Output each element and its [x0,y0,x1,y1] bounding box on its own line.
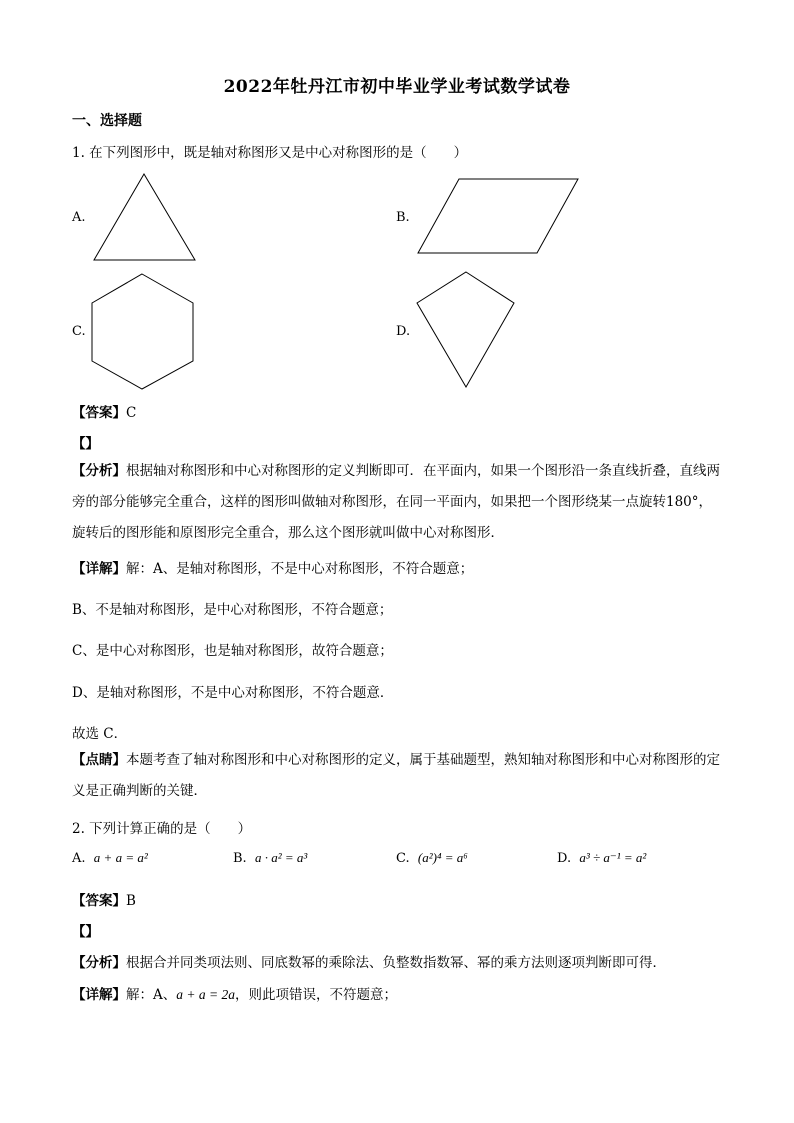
page-title: 2022年牡丹江市初中毕业学业考试数学试卷 [223,77,571,97]
q2-option-b-expr: a · a² = a³ [254,850,308,865]
q1-detail-line-1 [72,557,473,577]
q1-option-d-label: D. [396,324,411,339]
q2-option-d-expr: a³ ÷ a⁻¹ = a² [579,850,647,865]
detail-expr: a + a = 2a [176,987,235,1002]
q1-choose: 故选 C． [72,726,128,742]
analysis-text: 根据合并同类项法则、同底数幂的乘除法、负整数指数幂、幂的乘方法则逐项判断即可得． [126,955,666,971]
q2-option-a-expr: a + a = a² [93,850,148,865]
q2-option-c [396,850,468,866]
section-heading: 一、选择题 [72,113,142,129]
q1-analysis [72,456,722,549]
empty-bracket-tag: 【】 [72,436,99,452]
q2-answer [72,889,136,909]
answer-value: B [126,893,136,909]
q2-option-d [557,850,646,866]
kite-figure [416,271,516,389]
q2-option-a [72,850,148,866]
q1-option-a-label: A. [72,210,86,225]
answer-value: C [126,405,137,421]
q2-detail [72,983,397,1003]
analysis-text: 根据轴对称图形和中心对称图形的定义判断即可．在平面内，如果一个图形沿一条直线折叠，直线两旁的部分能够完全重合，这样的图形叫做轴对称图形，在同一平面内，如果把一个图形绕某一点旋转180°，旋转后的图形能和原图形完全重合，那么这个图形就叫做中心对称图形． [72,463,720,541]
q1-comment [72,745,722,807]
hexagon-figure [91,273,195,391]
q1-detail-line-3: C、是中心对称图形，也是轴对称图形，故符合题意； [72,643,393,659]
parallelogram-figure [417,178,579,254]
detail-text: 解：A、是轴对称图形，不是中心对称图形，不符合题意； [126,561,474,577]
q1-detail-line-4: D、是轴对称图形，不是中心对称图形，不符合题意． [72,685,394,701]
q2-stem: 2. 下列计算正确的是（ ） [72,821,252,837]
q2-analysis [72,951,666,971]
q2-option-a-label: A. [72,851,86,866]
q1-option-c-label: C. [72,324,86,339]
analysis-tag: 【分析】 [72,463,126,479]
detail-prefix: 解：A、 [126,987,177,1003]
q2-option-b-label: B. [233,851,247,866]
answer-tag: 【答案】 [72,893,126,909]
q1-option-b-label: B. [396,210,410,225]
comment-tag: 【点睛】 [72,752,126,768]
triangle-figure [93,173,196,263]
q1-answer [72,401,136,421]
comment-text: 本题考查了轴对称图形和中心对称图形的定义，属于基础题型，熟知轴对称图形和中心对称图形的定义是正确判断的关键． [72,752,720,799]
q2-option-b [233,850,307,866]
detail-tag: 【详解】 [72,987,126,1003]
detail-tag: 【详解】 [72,561,126,577]
q2-option-c-expr: (a²)⁴ = a⁶ [417,850,468,865]
answer-tag: 【答案】 [72,405,126,421]
q1-detail-line-2: B、不是轴对称图形，是中心对称图形，不符合题意； [72,602,393,618]
empty-bracket-tag: 【】 [72,924,99,940]
q2-option-d-label: D. [557,851,572,866]
q2-option-c-label: C. [396,851,410,866]
q1-stem: 1. 在下列图形中，既是轴对称图形又是中心对称图形的是（ ） [72,145,468,161]
detail-suffix: ，则此项错误，不符题意； [234,987,397,1003]
analysis-tag: 【分析】 [72,955,126,971]
